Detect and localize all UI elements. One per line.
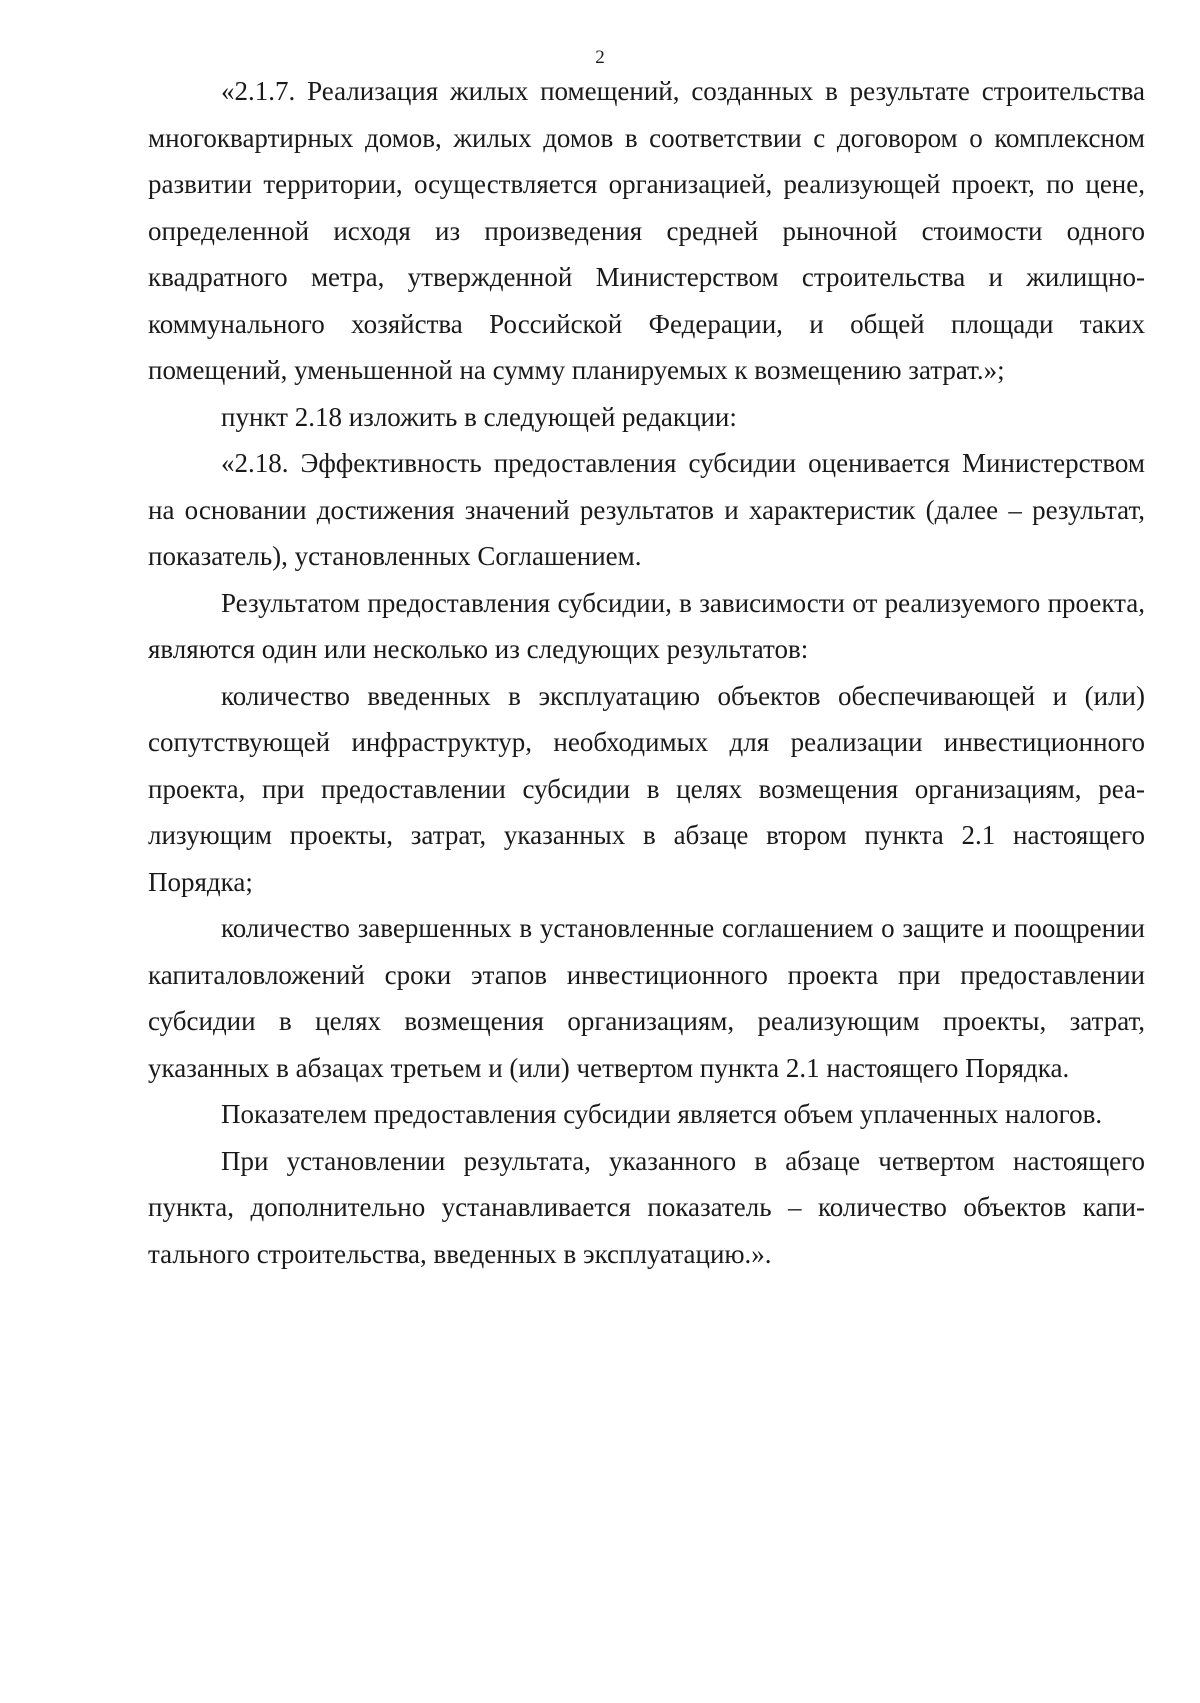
document-body <box>148 68 1145 1277</box>
paragraph-2-18: «2.18. Эффективность предоставления субсидии оценивается Министерством на основании достижения значений результатов и характеристик (далее – результат, показатель), установленных Соглашением. <box>148 448 1145 571</box>
paragraph-results-intro: Результатом предоставления субсидии, в зависимости от реализуемого проекта, являются один или несколько из следующих результатов: <box>148 587 1145 664</box>
page-number: 2 <box>595 47 605 68</box>
paragraph-amend-2-18: пункт 2.18 изложить в следующей редакции: <box>221 401 737 432</box>
paragraph-2-1-7: «2.1.7. Реализация жилых помещений, созданных в результате строительства многоквартирных домов, жилых домов в соответствии с договором о комплексном развитии территории, осуществляется организацией, реализующей проект, по цене, определенной исходя из произведения средней рыночной стоимости одного квадратного метра, утвержденной Министерством строительства и жилищно-коммунального хозяйства Российской Федерации, и общей площади таких помещений, уменьшенной на сумму планируемых к возмещению затрат.»; <box>148 76 1145 385</box>
paragraph-result-stages: количество завершенных в установленные соглашением о защите и поощрении капиталовложений сроки этапов инвестиционного проекта при предоставлении субсидии в целях возмещения организациям, реализующим проекты, затрат, указанных в абзацах третьем и (или) четвертом пункта 2.1 настоящего Порядка. <box>148 913 1145 1083</box>
paragraph-additional-indicator: При установлении результата, указанного в абзаце четвертом настоящего пункта, дополнительно устанавливается показатель – количество объектов капитального строительства, введенных в эксплуатацию.». <box>148 1145 1145 1269</box>
paragraph-result-infrastructure: количество введенных в эксплуатацию объектов обеспечивающей и (или) сопутствующей инфраструктур, необходимых для реализации инвестиционного проекта, при предоставлении субсидии в целях возмещения организациям, реализующим проекты, затрат, указанных в абзаце втором пункта 2.1 настоящего Порядка; <box>148 680 1145 897</box>
paragraph-indicator-taxes: Показателем предоставления субсидии является объем уплаченных налогов. <box>221 1099 1103 1129</box>
